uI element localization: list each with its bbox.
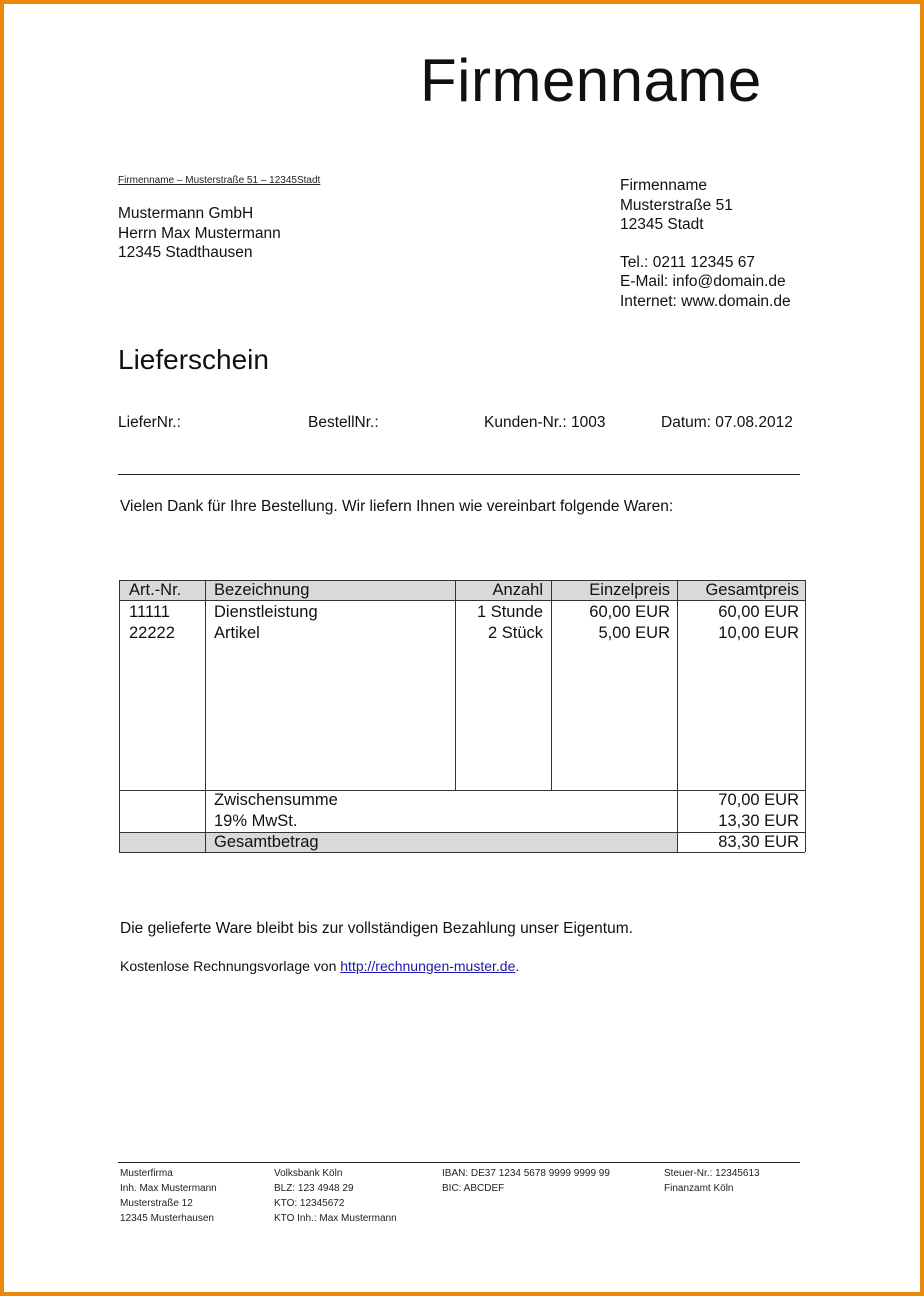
divider: [118, 474, 800, 475]
row-1-einzelpreis: 60,00 EUR: [589, 603, 670, 621]
sender-line: Musterstraße 51: [620, 196, 733, 214]
delivery-number: LieferNr.:: [118, 414, 181, 431]
footer-bank: [274, 1166, 397, 1226]
row-1-art-nr: 11111: [129, 603, 170, 621]
row-1-anzahl: 1 Stunde: [476, 603, 543, 621]
sender-email: E-Mail: info@domain.de: [620, 273, 786, 290]
total-value: 83,30 EUR: [718, 833, 799, 851]
company-title: Firmenname: [420, 47, 762, 114]
header-anzahl: Anzahl: [492, 581, 543, 599]
total-row-shade: [119, 832, 677, 852]
footer-line: BIC: ABCDEF: [442, 1183, 505, 1194]
row-2-einzelpreis: 5,00 EUR: [598, 624, 670, 642]
template-suffix: .: [515, 958, 520, 974]
tax-value: 13,30 EUR: [718, 812, 799, 830]
customer-number: Kunden-Nr.: 1003: [484, 414, 606, 431]
recipient-line: 12345 Stadthausen: [118, 244, 253, 261]
header-bezeichnung: Bezeichnung: [214, 581, 310, 599]
footer-tax: [664, 1166, 760, 1196]
footer-divider: [118, 1162, 800, 1163]
footer-line: Finanzamt Köln: [664, 1183, 734, 1194]
recipient-line: Mustermann GmbH: [118, 205, 254, 222]
recipient-line: Herrn Max Mustermann: [118, 224, 281, 242]
template-link[interactable]: http://rechnungen-muster.de: [340, 958, 516, 974]
footer-line: KTO: 12345672: [274, 1198, 345, 1209]
row-1-gesamtpreis: 60,00 EUR: [718, 603, 799, 621]
items-table: [119, 576, 805, 852]
recipient-address: [118, 204, 281, 263]
subtotal-value: 70,00 EUR: [718, 791, 799, 809]
sender-line: Firmenname: [620, 177, 707, 194]
order-number: BestellNr.:: [308, 414, 379, 431]
header-einzelpreis: Einzelpreis: [589, 581, 670, 599]
footer-line: Musterstraße 12: [120, 1198, 193, 1209]
footer-company: [120, 1166, 217, 1226]
sender-phone: Tel.: 0211 12345 67: [620, 253, 756, 271]
tax-label: 19% MwSt.: [214, 812, 298, 830]
row-2-art-nr: 22222: [129, 624, 175, 642]
footer-line: Volksbank Köln: [274, 1168, 343, 1179]
subtotal-label: Zwischensumme: [214, 791, 338, 809]
footer-line: BLZ: 123 4948 29: [274, 1183, 354, 1194]
row-2-gesamtpreis: 10,00 EUR: [718, 624, 799, 642]
footer-iban: [442, 1166, 610, 1196]
document-title: Lieferschein: [118, 344, 269, 375]
row-2-bezeichnung: Artikel: [214, 624, 260, 642]
intro-text: Vielen Dank für Ihre Bestellung. Wir liefern Ihnen wie vereinbart folgende Waren:: [120, 498, 674, 515]
sender-return-address: Firmenname – Musterstraße 51 – 12345Stadt: [118, 175, 321, 186]
document-date: Datum: 07.08.2012: [661, 414, 793, 431]
footer-line: KTO Inh.: Max Mustermann: [274, 1213, 397, 1224]
template-note: [120, 958, 519, 974]
total-label: Gesamtbetrag: [214, 833, 319, 851]
template-prefix: Kostenlose Rechnungsvorlage von: [120, 958, 341, 974]
footer-line: IBAN: DE37 1234 5678 9999 9999 99: [442, 1168, 610, 1179]
header-gesamtpreis: Gesamtpreis: [705, 581, 799, 599]
footer-line: Steuer-Nr.: 12345613: [664, 1168, 760, 1179]
footer-line: Inh. Max Mustermann: [120, 1183, 217, 1194]
ownership-note: Die gelieferte Ware bleibt bis zur vollständigen Bezahlung unser Eigentum.: [120, 920, 633, 937]
row-2-anzahl: 2 Stück: [487, 624, 543, 642]
header-art-nr: Art.-Nr.: [129, 581, 182, 599]
footer-line: Musterfirma: [120, 1168, 173, 1179]
sender-line: 12345 Stadt: [620, 216, 704, 233]
footer-line: 12345 Musterhausen: [120, 1213, 214, 1224]
sender-website: Internet: www.domain.de: [620, 292, 791, 310]
sender-address: [620, 176, 791, 311]
row-1-bezeichnung: Dienstleistung: [214, 603, 318, 621]
